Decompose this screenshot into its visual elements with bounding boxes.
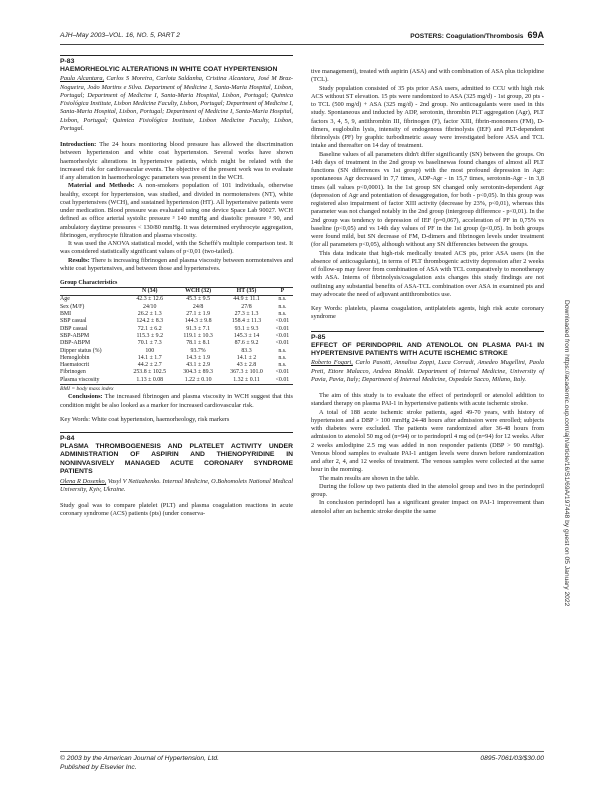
footer-rule — [60, 751, 544, 752]
table-cell: 93.1 ± 9.3 — [234, 325, 259, 332]
table-cell: 1.13 ± 0.08 — [124, 377, 175, 385]
left-column — [60, 55, 293, 519]
p84-authors — [60, 478, 293, 495]
table-header-cell: N (34) — [124, 288, 175, 296]
header-rule — [60, 44, 544, 45]
p84-title: PLASMA THROMBOGENESIS AND PLATELET ACTIVITY UNDER ADMINISTRATION OF ASPIRIN AND THIENOPYRIDINE IN NONINVASIVELY MANAGED ACUTE CORONARY SYNDROME PATIENTS — [60, 443, 293, 476]
p85-presenting-author: Roberto Fogari, — [311, 359, 353, 367]
table-cell: <0.01 — [275, 318, 290, 325]
conclusions-text: The increased fibrinogen and plasma viscosity in WCH suggest that this condition might be also looked as a marker for increased cardiovascular risk. — [60, 393, 293, 409]
table-row — [60, 333, 293, 340]
p84-results: Baseline values of all parameters didn't differ significantly (SN) between the groups. On 14th days of treatment in the 2nd group vs baselinewas found changes of almost all PLT functions (SN differences vs 1st group) with the most profound depression in Agr: spontaneous Agr decreased in 7,7 times, ADP-Agr - in 15,7 times, serotonin-Agr - in 3,8 times (all values p<0,0001). In the 1st group SN changed only serotonin-dependent Agr (depression of Agr and potentiation of desaggregation, for both - p<0,05). In this group was registered also impairment of factor XIII activity (decrease by 23%, p<0,01), whereas this parameter was not changed notably in the 2nd group (intergroup difference - p<0,01). In the 2nd group was tendency to depression of IEF (p=0,067), acceleration of PF in 0,75% vs baseline (p<0,05) and vs 14th day values of PF in the 1st group (p<0,05). In both groups were found mild, but SN decrease of FM, D-dimers and fibrinogen levels under treatment (for all parameters p<0,05), although without any SN differencies between the groups. — [311, 150, 544, 249]
table-cell: 119.1 ± 10.3 — [183, 332, 213, 339]
results-label: Results: — [68, 256, 90, 264]
table-caption: Group Characteristics — [60, 280, 118, 287]
table-cell: 253.8 ± 102.5 — [133, 369, 167, 376]
table-cell: n.s. — [278, 354, 287, 361]
table-cell: Hemoglobin — [60, 354, 90, 361]
table-note: BMI = body mass index — [60, 386, 114, 393]
intro-label: Introduction: — [60, 141, 97, 149]
table-cell: 91.3 ± 7.1 — [186, 325, 211, 332]
methods-label: Material and Methods: — [68, 182, 135, 190]
copyright-line-1: © 2003 by the American Journal of Hypertension, Ltd. — [60, 755, 219, 762]
p83-authors — [60, 75, 293, 133]
methods-text: A non-smokers population of 101 individuals, otherwise healthy, except for hypertension, was studied, and divided in normotensives (NT), white coat hypertensives (WCH), and sustained hypertension (HT). All hypertensive patients were under medication. Blood pressure was evaluated using one device Space Lab 90027. WCH defined as office arterial systolic pressure ³ 140 mmHg and diastolic pressure ³ 90, and ambulatory daytime pressures < 130/80 mmHg. It was determined erythrocyte aggregation, fibrinogen, erythrocyte filtration and plasma viscosity. — [60, 182, 293, 239]
table-cell: SBP casual — [60, 318, 87, 325]
copyright-line-2: Published by Elsevier Inc. — [60, 763, 137, 771]
table-cell: 27.1 ± 1.9 — [186, 311, 211, 318]
section-title — [410, 30, 544, 40]
p84-authors-rest: Vasyl V Netiazhenko. Internal Medicine, O.Bohomolets National Medical University, Kyiv, Ukraine. — [60, 477, 293, 493]
right-column — [311, 68, 544, 516]
table-cell: 24/10 — [143, 303, 157, 310]
p84-id: P-84 — [60, 432, 293, 443]
table-cell: 78.1 ± 8.1 — [186, 340, 211, 347]
table-cell: <0.01 — [275, 332, 290, 339]
intro-text: The 24 hours monitoring blood pressure has allowed the discrimination between hypertension and white coat hypertension. Several works have shown haemorheolyic alterations in hypertensive patients, which might be related with the increased risk for cardiovascular events. The objective of the present work was to evaluate if any alteration in haemorheologyc parameters was present in the WCH. — [60, 141, 293, 182]
table-cell: SBP-ABPM — [60, 332, 90, 339]
table-cell: 14.3 ± 1.9 — [186, 354, 211, 361]
table-cell: 14.1 ± 1.7 — [137, 354, 162, 361]
table-cell: Haematocrit — [60, 362, 90, 369]
table-cell: 72.1 ± 6.2 — [137, 325, 162, 332]
group-characteristics-table — [60, 279, 293, 385]
p83-conclusions — [60, 393, 293, 410]
table-cell: DBP-ABPM — [60, 340, 91, 347]
table-cell: <0.01 — [275, 369, 290, 376]
p85-authors-rest: Carlo Pasotti, Annalisa Zoppi, Luca Corradi, Amedeo Mugellini, Paola Preti, Ettore Malacco, Andrea Rinaldi. Department of Internal Medicine, University of Pavia, Pavia, Italy; Department of Internal Medicine, Ospedale Sacco, Milano, Italy. — [311, 359, 544, 383]
p84-presenting-author: Olena R Dosenko, — [60, 477, 107, 485]
table-row — [60, 326, 293, 333]
table-cell: BMI — [60, 311, 72, 318]
table-cell: 158.4 ± 11.3 — [231, 318, 262, 325]
p85-results: The main results are shown in the table. — [319, 474, 420, 482]
table-row — [60, 355, 293, 362]
p84-discussion: This data indicate that high-risk medically treated ACS pts, prior ASA users (in the absence of anticoagulants), in terms of PLT thrombogenic activity depression after 2 weeks of follow-up may favor from combination of ASA with TCL comparatively to monotherapy with ASA. Interns of fibrinolysis/coagulation axis changes this study findings are not outlining any substantial benefits of ASA-TCL combination over ASA in examined pts and may advocate the need of adjuvant antithrombotics use. — [311, 249, 544, 298]
table-cell: 1.22 ± 0.10 — [175, 377, 221, 385]
table-cell: 44.2 ± 2.7 — [137, 362, 162, 369]
table-cell: DBP casual — [60, 325, 88, 332]
p85-authors — [311, 359, 544, 384]
p83-presenting-author: Paula Alcantara, — [60, 75, 105, 83]
table-row — [60, 304, 293, 311]
table-cell: <0.01 — [275, 340, 290, 347]
p85-methods: A total of 188 acute ischemic stroke patients, aged 49-70 years, with history of hypertension and a DBP > 100 mmHg 24-48 hours after admission were enrolled; subjects with diabetes were excluded. The patients were randomized after 36-48 hours from admission to atenolol 50 mg od (n=94) or to perindopril 4 mg od (n=94) for 12 weeks. After 2 weeks amlodipine 2.5 mg was added in non responder patients (DBP > 90 mmHg). Venous blood samples to evaluate PAI-1 antigen levels were drawn before randomization and after 2, 4, and 12 weeks of treatment. The venous samples were collected at the same hour in the morning. — [311, 408, 544, 474]
table-row — [60, 362, 293, 369]
page-number: 69A — [527, 30, 544, 40]
table-cell: Sex (M/F) — [60, 303, 85, 310]
table-cell: n.s. — [278, 347, 287, 354]
table-cell: 144.3 ± 9.8 — [184, 318, 212, 325]
p85-title: EFFECT OF PERINDOPRIL AND ATENOLOL ON PLASMA PAI-1 IN HYPERTENSIVE PATIENTS WITH ACUTE ISCHEMIC STROKE — [311, 341, 544, 357]
table-cell: <0.01 — [272, 377, 293, 385]
p84-intro-start: Study goal was to compare platelet (PLT) and plasma coagulation reactions in acute coronary syndrome (ACS) patients (pts) (under conserva- — [60, 502, 293, 518]
table-row — [60, 318, 293, 325]
table-cell: n.s. — [278, 303, 287, 310]
table-header-cell — [60, 288, 124, 296]
table-cell: 26.2 ± 1.3 — [137, 311, 162, 318]
table-cell: 83.3 — [241, 347, 252, 354]
table-row — [60, 311, 293, 318]
results-text: There is increasing fibrinogen and plasma viscosity between normotensives and white coat hypertensives, and between those and hypertensives. — [60, 256, 293, 272]
table-cell: 70.1 ± 7.3 — [137, 340, 162, 347]
table-cell: 1.32 ± 0.11 — [221, 377, 272, 385]
table-header-cell: WCH (32) — [175, 288, 221, 296]
p85-followup: During the follow up two patients died in the atenolol group and two in the perindopril group. — [311, 482, 544, 499]
table-row — [60, 369, 293, 376]
table-cell: 43.1 ± 2.9 — [186, 362, 211, 369]
table-cell: 304.3 ± 89.3 — [183, 369, 213, 376]
table-cell: 87.6 ± 9.2 — [234, 340, 259, 347]
p85-id: P-85 — [311, 331, 544, 342]
p83-keywords: Key Words: White coat hypertension, haemorheology, risk markers — [60, 415, 230, 423]
p83-authors-rest: Carlos S Moreira, Carlota Saldanha, Cristina Alcantara, José M Braz-Nogueira, João Martins e Silva. Department of Medicine I, Santa-Maria Hospital, Lisbon, Portugal; Department of Medicine I, Santa-Maria Hospital, Lisbon, Portugal; Quimica Fisiológica Institute, Lisbon Medicine Faculty, Lisbon, Portugal; Department of Medicine I, Santa-Maria Hospital, Lisbon, Portugal; Department of Medicine I, Santa-Maria Hospital, Lisbon, Portugal; Quimica Fisiológica Institute, Lisbon Medicine Faculty, Lisbon, Portugal. — [60, 75, 294, 132]
p83-introduction — [60, 141, 293, 182]
p83-title: HAEMORHEOLYIC ALTERATIONS IN WHITE COAT HYPERTENSION — [60, 66, 278, 73]
table-cell: n.s. — [278, 362, 287, 369]
table-cell: 42.3 ± 12.6 — [136, 296, 164, 303]
table-cell: <0.01 — [275, 325, 290, 332]
p85-aim: The aim of this study is to evaluate the effect of perindopril or atenolol addition to standard therapy on plasma PAI-1 in hypertensive patients with acute ischemic stroke. — [311, 392, 544, 408]
table-cell: Dipper status (%) — [60, 347, 102, 354]
table-header-cell: HT (35) — [221, 288, 272, 296]
journal-line: AJH–May 2003–VOL. 16, NO. 5, PART 2 — [60, 32, 180, 39]
table-cell: 145.3 ± 14 — [233, 332, 260, 339]
copyright — [60, 755, 219, 772]
table-cell: 44.9 ± 11.1 — [233, 296, 260, 303]
table-row — [60, 340, 293, 347]
p83-results — [60, 257, 293, 274]
table-cell: 115.3 ± 9.2 — [136, 332, 164, 339]
p84-keywords: Key Words: platelets, plasma coagulation, antiplatelets agents, high risk acute coronary syndrome — [311, 305, 544, 321]
table-body — [60, 296, 293, 385]
table-header-row — [60, 288, 293, 296]
table-cell: 100 — [145, 347, 155, 354]
table-cell: 45.3 ± 9.5 — [186, 296, 211, 303]
table-cell: 14.1 ± 2 — [236, 354, 257, 361]
p84-population: Study population consisted of 35 pts prior ASA users, admitted to CCU with high risk ACS without ST elevation. 15 pts were randomized to ASA (325 mg/d) - 1st group, 20 pts - to TCL (500 mg/d) + ASA (325 mg/d) - 2nd group. No anticoagulants were used in this study. Spontaneous and inducted by ADP, serotonin, thrombin PLT aggregation (Agr), PLT factors 3, 4, 5, 9, antithrombin III, fibrinogen (F), factor XIII, fibrin-monomers (FM), D-dimers, euglobulin lysis, intensity of endogenous fibrinolysis (IEF) and PLT-dependent fibrinolysis (PF) by graphic turbodimetric assay were investigated before ASA and TCL intake and thereafter on 14 day of treatment. — [311, 84, 544, 150]
conclusions-label: Conclusions: — [68, 393, 103, 401]
table-cell: 93.7% — [190, 347, 206, 354]
table-header-cell: P — [272, 288, 293, 296]
table-row — [60, 377, 293, 385]
section-label: POSTERS: Coagulation/Thrombosis — [410, 33, 524, 40]
table-cell: 24/8 — [192, 303, 204, 310]
download-watermark — [563, 300, 600, 720]
table-cell: 124.2 ± 8.3 — [136, 318, 164, 325]
download-note: Downloaded from https://academic.oup.com/ajh/article/16/S1/69A/197448 by guest on 05 January 2022 — [563, 300, 570, 607]
p83-id: P-83 — [60, 55, 293, 66]
table-cell: 43 ± 2.8 — [236, 362, 257, 369]
p83-methods — [60, 182, 293, 240]
table-row — [60, 296, 293, 304]
p83-stats: It was used the ANOVA statistical model, with the Scheffé's multiple comparison test. It was considered statistically significant values of p<0,01 (two-tailed). — [60, 240, 293, 256]
table-cell: 367.3 ± 101.0 — [230, 369, 263, 376]
table-cell: Plasma viscosity — [60, 377, 124, 385]
table-row — [60, 348, 293, 355]
table-cell: 27/8 — [241, 303, 252, 310]
table-cell: 27.3 ± 1.3 — [234, 311, 259, 318]
table-cell: Fibrinogen — [60, 369, 86, 376]
issn-price: 0895-7061/03/$30.00 — [480, 755, 544, 762]
table-cell: n.s. — [278, 296, 287, 303]
p85-conclusion: In conclusion perindopril has a significant greater impact on PAI-1 improvement than atenolol after an ischemic stroke despite the same — [311, 499, 544, 515]
table-cell: Age — [60, 296, 70, 303]
p84-intro-continued: tive management), treated with aspirin (ASA) and with combination of ASA plus ticlopidine (TCL). — [311, 68, 544, 84]
table-cell: n.s. — [278, 311, 287, 318]
